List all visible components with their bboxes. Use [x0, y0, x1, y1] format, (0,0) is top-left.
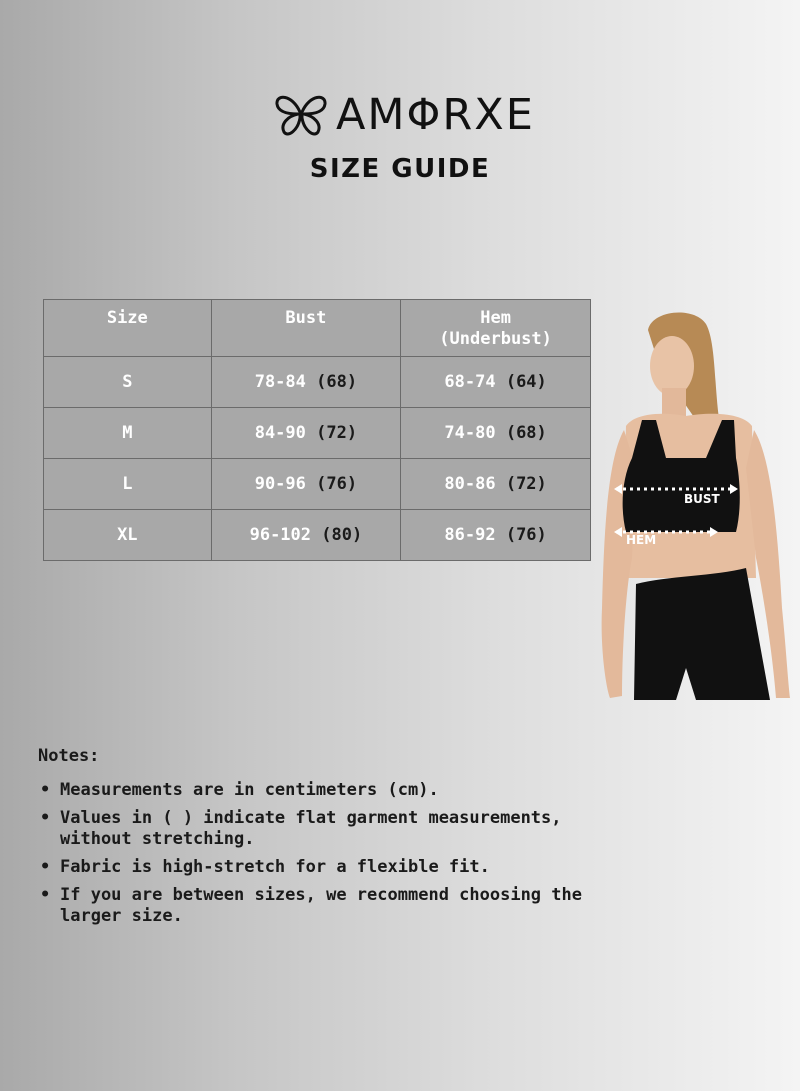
page-title: SIZE GUIDE — [309, 154, 491, 184]
bust-cell — [211, 408, 401, 459]
hem-range: 68-74 — [444, 372, 496, 392]
hem-cell — [401, 357, 591, 408]
bullet-icon: • — [40, 780, 51, 800]
bullet-icon: • — [40, 885, 51, 905]
bust-flat: (80) — [321, 525, 363, 545]
model-illustration — [596, 308, 796, 702]
note-text: Measurements are in centimeters (cm). — [60, 780, 439, 800]
note-text: Fabric is high-stretch for a flexible fit. — [60, 857, 490, 877]
hem-flat: (76) — [505, 525, 547, 545]
table-row — [44, 459, 591, 510]
list-item — [38, 780, 598, 801]
header-size-label: Size — [106, 308, 148, 328]
header-bust — [211, 300, 401, 357]
bust-label: BUST — [684, 492, 720, 506]
bust-cell — [211, 510, 401, 561]
hem-range: 74-80 — [444, 423, 496, 443]
brand-logo — [274, 92, 574, 138]
header-size — [44, 300, 212, 357]
bust-range: 84-90 — [254, 423, 306, 443]
header-bust-label: Bust — [285, 308, 327, 328]
note-text: If you are between sizes, we recommend choosing the larger size. — [60, 885, 582, 926]
hem-range: 86-92 — [444, 525, 496, 545]
table-row — [44, 408, 591, 459]
size-cell: L — [44, 459, 212, 510]
bust-cell — [211, 357, 401, 408]
size-cell: M — [44, 408, 212, 459]
bust-range: 90-96 — [254, 474, 306, 494]
bullet-icon: • — [40, 857, 51, 877]
butterfly-icon — [274, 92, 328, 138]
table-header-row — [44, 300, 591, 357]
bullet-icon: • — [40, 808, 51, 828]
hem-label: HEM — [626, 533, 657, 547]
hem-cell — [401, 459, 591, 510]
hem-cell — [401, 510, 591, 561]
table-row — [44, 357, 591, 408]
bust-flat: (76) — [316, 474, 358, 494]
bust-flat: (72) — [316, 423, 358, 443]
hem-flat: (64) — [505, 372, 547, 392]
list-item — [38, 885, 598, 927]
brand-name: AMΦRXE — [336, 90, 535, 140]
list-item — [38, 808, 598, 850]
notes-title: Notes: — [38, 746, 100, 766]
bust-flat: (68) — [316, 372, 358, 392]
size-table — [43, 299, 591, 561]
leggings — [634, 568, 770, 700]
bust-range: 78-84 — [254, 372, 306, 392]
hem-range: 80-86 — [444, 474, 496, 494]
size-cell: S — [44, 357, 212, 408]
hem-cell — [401, 408, 591, 459]
bust-range: 96-102 — [249, 525, 312, 545]
size-cell: XL — [44, 510, 212, 561]
header-hem-label: Hem (Underbust) — [439, 308, 552, 349]
bust-cell — [211, 459, 401, 510]
hem-flat: (72) — [505, 474, 547, 494]
hem-flat: (68) — [505, 423, 547, 443]
face — [650, 336, 694, 396]
list-item — [38, 857, 598, 878]
notes-list — [38, 780, 598, 934]
table-row — [44, 510, 591, 561]
header-hem — [401, 300, 591, 357]
note-text: Values in ( ) indicate flat garment measurements, without stretching. — [60, 808, 562, 849]
